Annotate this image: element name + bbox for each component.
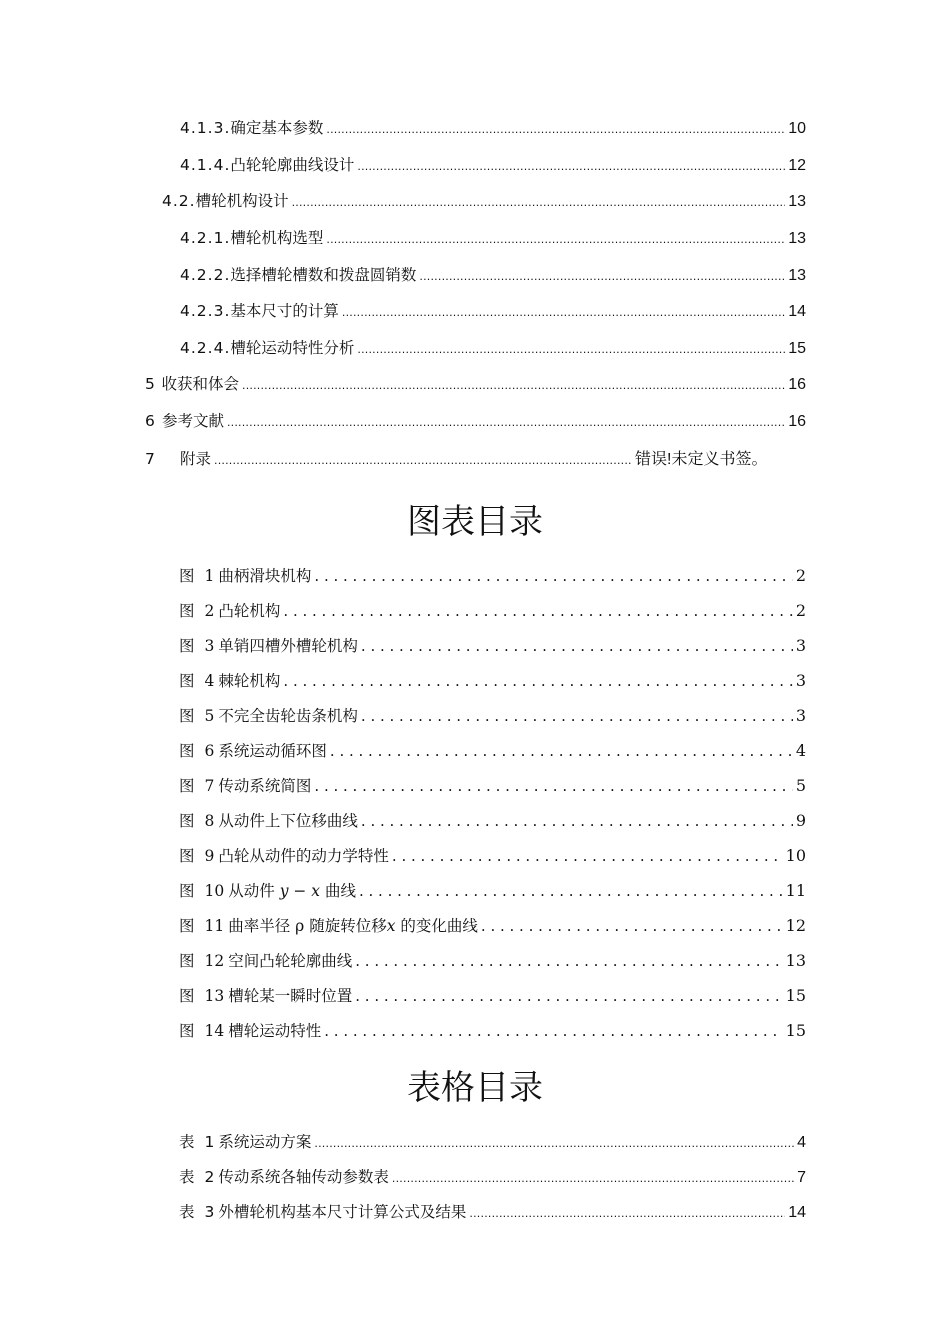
- figure-label: 图: [179, 1022, 195, 1040]
- table-page: 7: [797, 1169, 806, 1186]
- figure-entry[interactable]: [179, 914, 806, 938]
- table-label: 表: [179, 1133, 195, 1151]
- figure-number: 1: [204, 567, 215, 585]
- toc-number: 4.2.: [162, 192, 196, 210]
- table-title: 外槽轮机构基本尺寸计算公式及结果: [218, 1203, 467, 1221]
- toc-title: 槽轮机构设计: [195, 192, 289, 210]
- figure-leader: [392, 847, 783, 865]
- figure-label: 图: [179, 742, 195, 760]
- toc-title: 参考文献: [161, 412, 224, 430]
- table-page: 14: [788, 1204, 806, 1221]
- math-expression: y − x: [279, 882, 321, 900]
- figure-label: 图: [179, 917, 195, 935]
- toc-page: 13: [788, 267, 806, 284]
- table-leader: [392, 1168, 794, 1186]
- figure-title: 槽轮运动特性: [228, 1022, 322, 1040]
- figure-leader: [314, 777, 792, 795]
- table-label: 表: [179, 1168, 195, 1186]
- figure-page: 15: [785, 986, 806, 1005]
- toc-number: 7: [145, 450, 156, 468]
- toc-entry[interactable]: [145, 372, 806, 396]
- figure-leader: [359, 882, 783, 900]
- toc-page: 16: [788, 376, 806, 393]
- toc-page: 10: [788, 120, 806, 137]
- figure-leader: [324, 1022, 782, 1040]
- figure-title: 系统运动循环图: [218, 742, 327, 760]
- toc-number: 4.2.2.: [180, 266, 231, 284]
- figure-number: 6: [204, 742, 215, 760]
- figure-leader: [361, 707, 793, 725]
- toc-leader: [214, 450, 632, 468]
- figure-entry[interactable]: [179, 669, 806, 693]
- figure-number: 12: [204, 952, 225, 970]
- toc-entry[interactable]: [180, 299, 806, 323]
- figure-entry[interactable]: [179, 844, 806, 868]
- figure-label: 图: [179, 707, 195, 725]
- figure-leader: [330, 742, 793, 760]
- toc-entry[interactable]: [145, 409, 806, 433]
- figure-number: 13: [204, 987, 225, 1005]
- table-number: 3: [204, 1203, 215, 1221]
- toc-leader: [227, 412, 785, 430]
- figure-entry[interactable]: [179, 949, 806, 973]
- toc-number: 5: [145, 375, 156, 393]
- figure-label: 图: [179, 847, 195, 865]
- figure-label: 图: [179, 777, 195, 795]
- toc-page: 15: [788, 340, 806, 357]
- figure-number: 7: [204, 777, 215, 795]
- toc-leader: [242, 375, 785, 393]
- figure-number: 4: [204, 672, 215, 690]
- figure-leader: [355, 952, 782, 970]
- figure-label: 图: [179, 987, 195, 1005]
- figure-entry[interactable]: [179, 599, 806, 623]
- table-leader: [469, 1203, 785, 1221]
- figure-entry[interactable]: [179, 774, 806, 798]
- figure-page: 15: [785, 1021, 806, 1040]
- toc-entry[interactable]: [180, 116, 806, 140]
- table-entry[interactable]: [179, 1200, 806, 1224]
- toc-title: 附录: [180, 450, 212, 468]
- figure-page: 13: [785, 951, 806, 970]
- figure-leader: [314, 567, 792, 585]
- figure-label: 图: [179, 812, 195, 830]
- table-entry[interactable]: [179, 1165, 806, 1189]
- toc-number: 4.1.3.: [180, 119, 231, 137]
- figure-number: 14: [204, 1022, 225, 1040]
- figure-number: 2: [204, 602, 215, 620]
- toc-entry[interactable]: [162, 189, 806, 213]
- figure-title: 凸轮机构: [218, 602, 281, 620]
- toc-title: 槽轮运动特性分析: [230, 339, 355, 357]
- figure-page: 10: [785, 846, 806, 865]
- toc-title: 基本尺寸的计算: [230, 302, 339, 320]
- toc-leader: [292, 192, 786, 210]
- figure-number: 10: [204, 882, 225, 900]
- figure-entry[interactable]: [179, 634, 806, 658]
- figure-entry[interactable]: [179, 809, 806, 833]
- figure-entry[interactable]: [179, 564, 806, 588]
- figure-title: 曲柄滑块机构: [218, 567, 312, 585]
- toc-leader: [326, 229, 785, 247]
- toc-number: 4.2.3.: [180, 302, 231, 320]
- figure-title: 凸轮从动件的动力学特性: [218, 847, 389, 865]
- figure-page: 12: [785, 916, 806, 935]
- table-title: 传动系统各轴传动参数表: [218, 1168, 389, 1186]
- figure-leader: [355, 987, 782, 1005]
- toc-leader: [342, 302, 785, 320]
- toc-title: 凸轮轮廓曲线设计: [230, 156, 355, 174]
- table-page: 4: [797, 1134, 806, 1151]
- toc-page-error: 错误!未定义书签。: [635, 451, 768, 468]
- figure-label: 图: [179, 637, 195, 655]
- figure-title: 传动系统简图: [218, 777, 312, 795]
- figure-number: 8: [204, 812, 215, 830]
- toc-leader: [357, 156, 785, 174]
- toc-number: 6: [145, 412, 156, 430]
- figure-label: 图: [179, 882, 195, 900]
- math-expression: x: [386, 917, 396, 935]
- toc-title: 确定基本参数: [230, 119, 324, 137]
- toc-entry[interactable]: [180, 153, 806, 177]
- toc-page: 13: [788, 193, 806, 210]
- figure-label: 图: [179, 602, 195, 620]
- toc-entry[interactable]: [180, 226, 806, 250]
- table-entry[interactable]: [179, 1130, 806, 1154]
- figure-number: 9: [204, 847, 215, 865]
- toc-leader: [419, 266, 785, 284]
- figure-title: 棘轮机构: [218, 672, 281, 690]
- toc-number: 4.1.4.: [180, 156, 231, 174]
- figure-page: 3: [795, 706, 806, 725]
- figure-page: 4: [795, 741, 806, 760]
- figure-title: 曲率半径 ρ 随旋转位移x 的变化曲线: [228, 917, 478, 935]
- figure-leader: [361, 812, 793, 830]
- figure-page: 11: [785, 881, 806, 900]
- table-label: 表: [179, 1203, 195, 1221]
- toc-number: 4.2.4.: [180, 339, 231, 357]
- figure-title: 不完全齿轮齿条机构: [218, 707, 358, 725]
- toc-leader: [357, 339, 785, 357]
- toc-entry[interactable]: [180, 336, 806, 360]
- tables-heading: 表格目录: [407, 1068, 543, 1108]
- toc-page: 12: [788, 157, 806, 174]
- toc-title: 收获和体会: [161, 375, 239, 393]
- figure-page: 5: [795, 776, 806, 795]
- table-leader: [314, 1133, 794, 1151]
- toc-page: 14: [788, 303, 806, 320]
- figure-title: 空间凸轮轮廓曲线: [228, 952, 353, 970]
- figure-label: 图: [179, 672, 195, 690]
- toc-page: 13: [788, 230, 806, 247]
- figure-title: 槽轮某一瞬时位置: [228, 987, 353, 1005]
- figure-entry[interactable]: [179, 879, 806, 903]
- figure-title: 从动件 y − x 曲线: [228, 882, 356, 900]
- figure-page: 3: [795, 671, 806, 690]
- toc-entry[interactable]: [180, 263, 806, 287]
- figure-page: 3: [795, 636, 806, 655]
- figure-page: 2: [795, 601, 806, 620]
- figure-page: 9: [795, 811, 806, 830]
- figure-entry[interactable]: [179, 739, 806, 763]
- figure-number: 11: [204, 917, 225, 935]
- figure-entry[interactable]: [179, 704, 806, 728]
- figure-entry[interactable]: [179, 1019, 806, 1043]
- figure-number: 3: [204, 637, 215, 655]
- figure-title: 从动件上下位移曲线: [218, 812, 358, 830]
- figure-page: 2: [795, 566, 806, 585]
- toc-number: 4.2.1.: [180, 229, 231, 247]
- figure-entry[interactable]: [179, 984, 806, 1008]
- table-number: 2: [204, 1168, 215, 1186]
- figure-leader: [283, 672, 792, 690]
- figure-leader: [481, 917, 783, 935]
- figure-title: 单销四槽外槽轮机构: [218, 637, 358, 655]
- toc-title: 槽轮机构选型: [230, 229, 324, 247]
- figure-leader: [283, 602, 792, 620]
- figures-heading: 图表目录: [407, 502, 543, 542]
- toc-leader: [326, 119, 785, 137]
- table-number: 1: [204, 1133, 215, 1151]
- toc-title: 选择槽轮槽数和拨盘圆销数: [230, 266, 417, 284]
- figure-label: 图: [179, 567, 195, 585]
- figure-label: 图: [179, 952, 195, 970]
- figure-number: 5: [204, 707, 215, 725]
- figure-leader: [361, 637, 793, 655]
- table-title: 系统运动方案: [218, 1133, 312, 1151]
- toc-entry[interactable]: [145, 446, 806, 470]
- toc-page: 16: [788, 413, 806, 430]
